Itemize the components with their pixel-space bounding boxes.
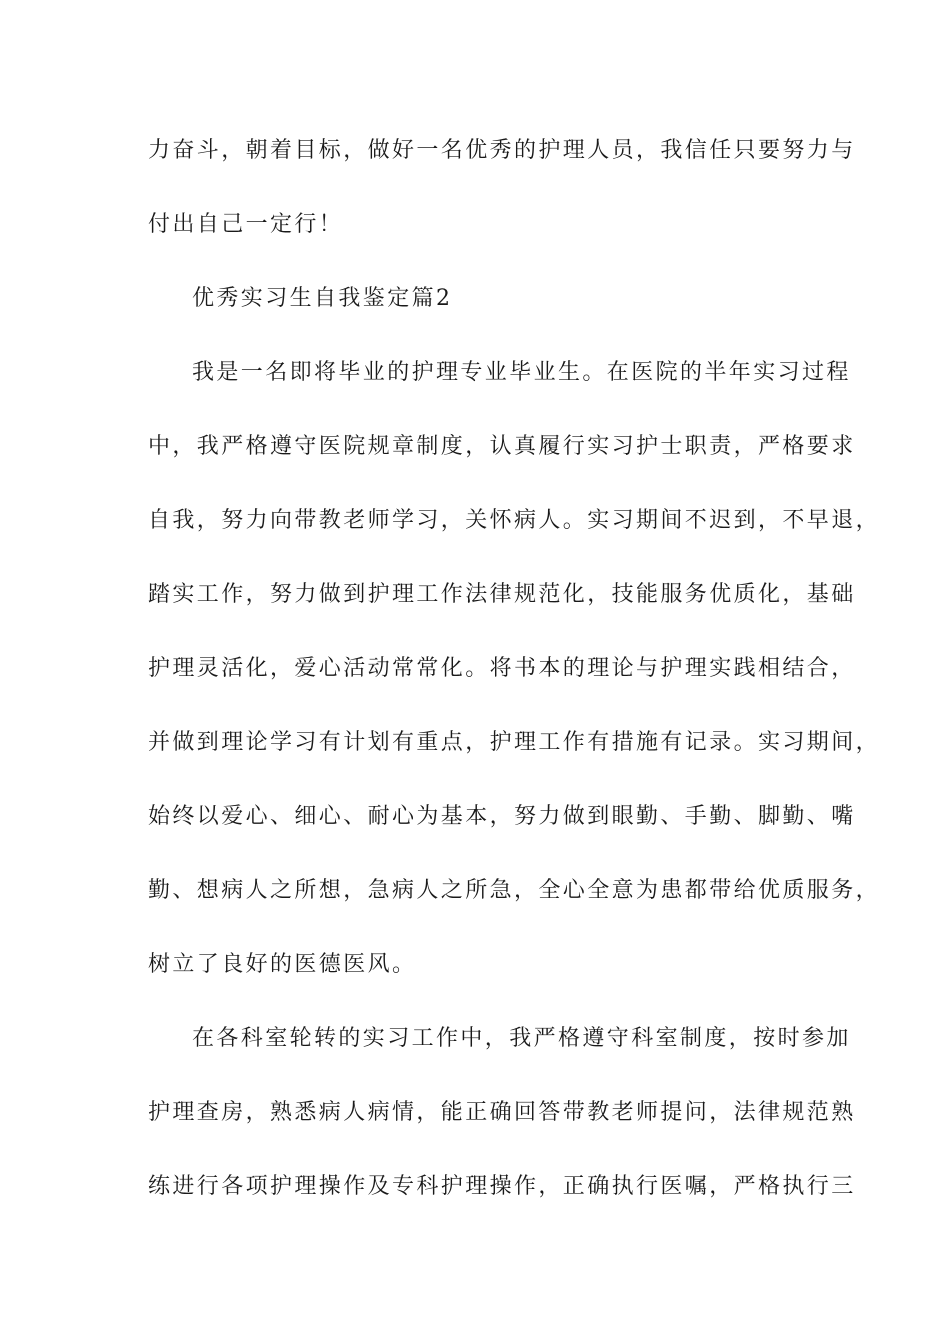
text-line: 踏实工作，努力做到护理工作法律规范化，技能服务优质化，基础: [148, 582, 856, 607]
document-body: [148, 114, 881, 1224]
text-line: 勤、想病人之所想，急病人之所急，全心全意为患都带给优质服务，: [148, 878, 881, 903]
text-line: 中，我严格遵守医院规章制度，认真履行实习护士职责，严格要求: [148, 434, 856, 459]
text-line: 练进行各项护理操作及专科护理操作，正确执行医嘱，严格执行三: [148, 1174, 856, 1199]
text-line: 在各科室轮转的实习工作中，我严格遵守科室制度，按时参加: [192, 1026, 851, 1051]
section-heading: 优秀实习生自我鉴定篇2: [192, 286, 453, 311]
text-line: 力奋斗，朝着目标，做好一名优秀的护理人员，我信任只要努力与: [148, 138, 856, 163]
text-line: 付出自己一定行！: [148, 212, 344, 237]
text-line: 始终以爱心、细心、耐心为基本，努力做到眼勤、手勤、脚勤、嘴: [148, 804, 856, 829]
text-line: 护理灵活化，爱心活动常常化。将书本的理论与护理实践相结合，: [148, 656, 856, 681]
text-line: 并做到理论学习有计划有重点，护理工作有措施有记录。实习期间，: [148, 730, 881, 755]
text-line: 护理查房，熟悉病人病情，能正确回答带教老师提问，法律规范熟: [148, 1100, 856, 1125]
text-line: 树立了良好的医德医风。: [148, 952, 417, 977]
text-line: 我是一名即将毕业的护理专业毕业生。在医院的半年实习过程: [192, 360, 851, 385]
text-line: 自我，努力向带教老师学习，关怀病人。实习期间不迟到，不早退，: [148, 508, 881, 533]
